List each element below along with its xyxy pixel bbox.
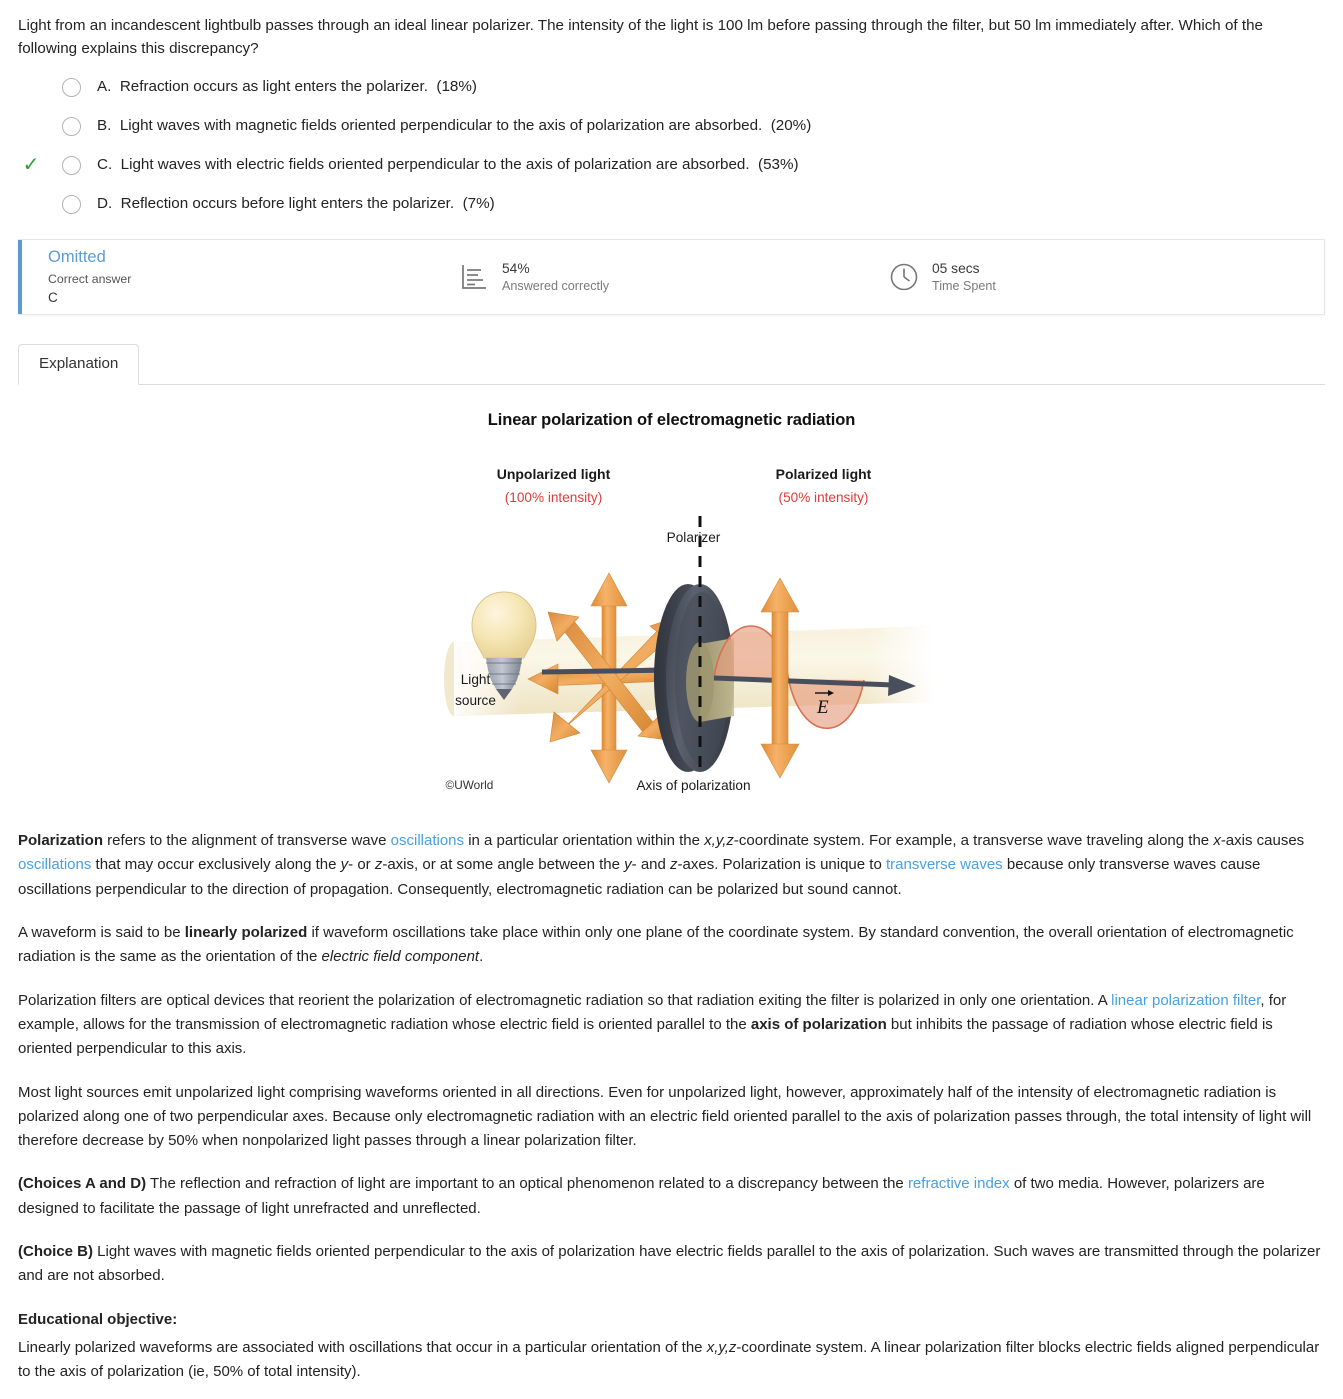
answered-correctly-texts <box>502 260 609 295</box>
p1-seg15: y <box>624 856 632 874</box>
answer-choice-b[interactable] <box>18 113 1325 139</box>
label-polarized-light: Polarized light <box>775 466 872 483</box>
choice-letter-d: D. <box>97 195 113 213</box>
time-spent-label: Time Spent <box>932 278 996 293</box>
status-badge: Omitted <box>48 248 106 267</box>
stat-answer-status <box>18 247 458 307</box>
p1-seg18: -axes. Polarization is unique to <box>677 856 886 874</box>
p1-seg13: z <box>374 856 383 874</box>
question-stem: Light from an incandescent lightbulb passes through an ideal linear polarizer. The intensity of the light is 100 lm before passing through the filter, but 50 lm immediately after. Which of the following explains this discrepancy? <box>18 17 1263 58</box>
choice-text-d: Reflection occurs before light enters the polarizer. <box>120 195 455 213</box>
p3-seg4: axis of polarization <box>750 1015 887 1033</box>
tab-explanation[interactable]: Explanation <box>18 344 139 385</box>
choice-text-b: Light waves with magnetic fields oriented perpendicular to the axis of polarization are absorbed. <box>119 117 763 135</box>
question-stats-bar <box>18 239 1325 315</box>
choice-letter-a: A. <box>97 78 112 96</box>
svg-text:E: E <box>816 697 829 719</box>
explanation-paragraph-3 <box>18 989 1325 1062</box>
correct-answer-label: Correct answer <box>48 271 132 286</box>
radio-button-d[interactable] <box>62 195 81 214</box>
answer-choice-label-c <box>97 155 799 175</box>
p1-seg12: - or <box>348 856 375 874</box>
clock-icon <box>888 261 920 293</box>
p2-seg2: linearly polarized <box>184 924 308 942</box>
p1-seg4: in a particular orientation within the <box>464 832 705 850</box>
label-unpolarized-intensity: (100% intensity) <box>504 490 603 506</box>
copyright-notice: ©UWorld <box>445 778 494 793</box>
obj-seg3: -coordinate system. A linear polarization filter blocks electric fields aligned perpendicular to the axis of polarization (ie, 50% of total intensity). <box>18 1338 1320 1381</box>
obj-seg2: x,y,z <box>706 1338 737 1356</box>
choice-percent-b: (20%) <box>770 117 812 135</box>
p5-seg1: (Choices A and D) <box>18 1175 147 1193</box>
radio-button-b[interactable] <box>62 117 81 136</box>
correct-check-icon-c: ✓ <box>22 154 40 177</box>
choice-percent-a: (18%) <box>436 78 477 96</box>
p6-seg2: Light waves with magnetic fields oriented perpendicular to the axis of polarization have electric fields parallel to the axis of polarization. Such waves are transmitted through the polarizer and are not absorbed. <box>18 1243 1321 1285</box>
p1-seg2: refers to the alignment of transverse wave <box>103 832 391 850</box>
label-polarized-intensity: (50% intensity) <box>778 490 869 506</box>
p1-seg16: - and <box>631 856 671 874</box>
answer-choice-label-a <box>97 77 477 97</box>
answer-choices-list <box>18 74 1325 217</box>
choice-percent-d: (7%) <box>462 195 495 213</box>
label-polarizer: Polarizer <box>666 530 721 546</box>
radio-button-a[interactable] <box>62 78 81 97</box>
p3-link-linear-polarization-filter[interactable]: linear polarization filter <box>1111 991 1261 1009</box>
p1-seg14: -axis, or at some angle between the <box>382 856 625 874</box>
choice-letter-b: B. <box>97 117 112 135</box>
answer-choice-label-d <box>97 194 495 214</box>
p3-seg5: but inhibits the passage of radiation whose electric field is oriented perpendicular to this axis. <box>18 1015 1273 1058</box>
time-spent-texts <box>932 260 996 295</box>
figure-canvas <box>424 430 944 794</box>
p1-seg11: y <box>340 856 349 874</box>
p1-seg5: x,y,z <box>704 832 734 850</box>
answer-choice-label-b <box>97 116 811 136</box>
p2-seg1: A waveform is said to be <box>18 924 185 942</box>
tab-bar <box>18 341 1325 385</box>
p1-link-transverse-waves[interactable]: transverse waves <box>885 856 1003 874</box>
answer-choice-a[interactable] <box>18 74 1325 100</box>
p5-link-refractive-index[interactable]: refractive index <box>907 1175 1010 1193</box>
label-light-source-line2: source <box>455 693 496 709</box>
stat-time-spent <box>888 260 996 295</box>
explanation-paragraph-1 <box>18 829 1325 902</box>
p3-seg1: Polarization filters are optical devices that reorient the polarization of electromagnetic radiation so that radiation exiting the filter is polarized in only one orientation. A <box>18 991 1112 1009</box>
explanation-paragraph-6 <box>18 1240 1325 1289</box>
choice-percent-c: (53%) <box>758 156 799 174</box>
p1-seg8: -axis causes <box>1220 832 1305 850</box>
p2-seg5: . <box>479 948 484 966</box>
p1-seg10: that may occur exclusively along the <box>91 856 341 874</box>
p5-seg2: The reflection and refraction of light are important to an optical phenomenon related to a discrepancy between the <box>146 1175 908 1193</box>
label-light-source-line1: Light <box>460 672 491 688</box>
p1-seg7: x <box>1213 832 1221 850</box>
p1-seg1: Polarization <box>18 832 104 850</box>
answer-choice-c[interactable] <box>18 152 1325 178</box>
p1-seg17: z <box>670 856 678 874</box>
p5-seg4: of two media. However, polarizers are designed to facilitate the passage of light unrefracted and unreflected. <box>18 1175 1265 1217</box>
p2-seg4: electric field component <box>321 948 480 966</box>
p2-seg3: if waveform oscillations take place within only one plane of the coordinate system. By standard convention, the overall orientation of electromagnetic radiation is the same as the orientation of the <box>18 924 1294 966</box>
educational-objective-heading: Educational objective: <box>18 1310 178 1328</box>
time-spent-value: 05 secs <box>932 260 980 276</box>
p1-seg6: -coordinate system. For example, a transverse wave traveling along the <box>733 832 1214 850</box>
p1-link-oscillations-1[interactable]: oscillations <box>390 832 465 850</box>
answer-choice-d[interactable] <box>18 191 1325 217</box>
answered-correctly-value: 54% <box>502 260 530 276</box>
choice-text-a: Refraction occurs as light enters the polarizer. <box>119 78 428 96</box>
p1-seg20: because only transverse waves cause oscillations perpendicular to the direction of propagation. Consequently, electromagnetic radiation can be polarized but sound cannot. <box>18 856 1261 898</box>
p1-link-oscillations-2[interactable]: oscillations <box>18 856 92 874</box>
bar-chart-icon <box>458 261 490 293</box>
correct-answer-value: C <box>48 289 58 305</box>
label-unpolarized-light: Unpolarized light <box>496 466 611 483</box>
explanation-body <box>18 829 1325 1384</box>
explanation-paragraph-4: Most light sources emit unpolarized light comprising waveforms oriented in all directions. Even for unpolarized light, however, approximately half of the intensity of electromagnetic radiation is polarized along one of two perpendicular axes. Because only electromagnetic radiation with an electric field oriented parallel to the axis of polarization passes through, the total intensity of light will therefore decrease by 50% when nonpolarized light passes through a linear polarization filter. <box>18 1083 1312 1150</box>
figure-linear-polarization <box>18 411 1325 811</box>
p6-seg1: (Choice B) <box>18 1243 93 1261</box>
answered-correctly-label: Answered correctly <box>502 278 610 293</box>
explanation-paragraph-2 <box>18 921 1325 970</box>
educational-objective-text <box>18 1336 1325 1385</box>
obj-seg1: Linearly polarized waveforms are associated with oscillations that occur in a particular orientation of the <box>18 1338 707 1356</box>
polarization-illustration <box>424 430 944 793</box>
p3-seg3: , for example, allows for the transmission of electromagnetic radiation whose electric field is oriented parallel to the <box>18 991 1287 1033</box>
label-axis-of-polarization: Axis of polarization <box>636 778 751 794</box>
choice-text-c: Light waves with electric fields oriented perpendicular to the axis of polarization are absorbed. <box>120 156 750 174</box>
figure-title: Linear polarization of electromagnetic radiation <box>487 411 856 430</box>
stat-answered-correctly <box>458 260 888 295</box>
explanation-paragraph-5 <box>18 1172 1325 1221</box>
radio-button-c[interactable] <box>62 156 81 175</box>
choice-letter-c: C. <box>97 156 113 174</box>
